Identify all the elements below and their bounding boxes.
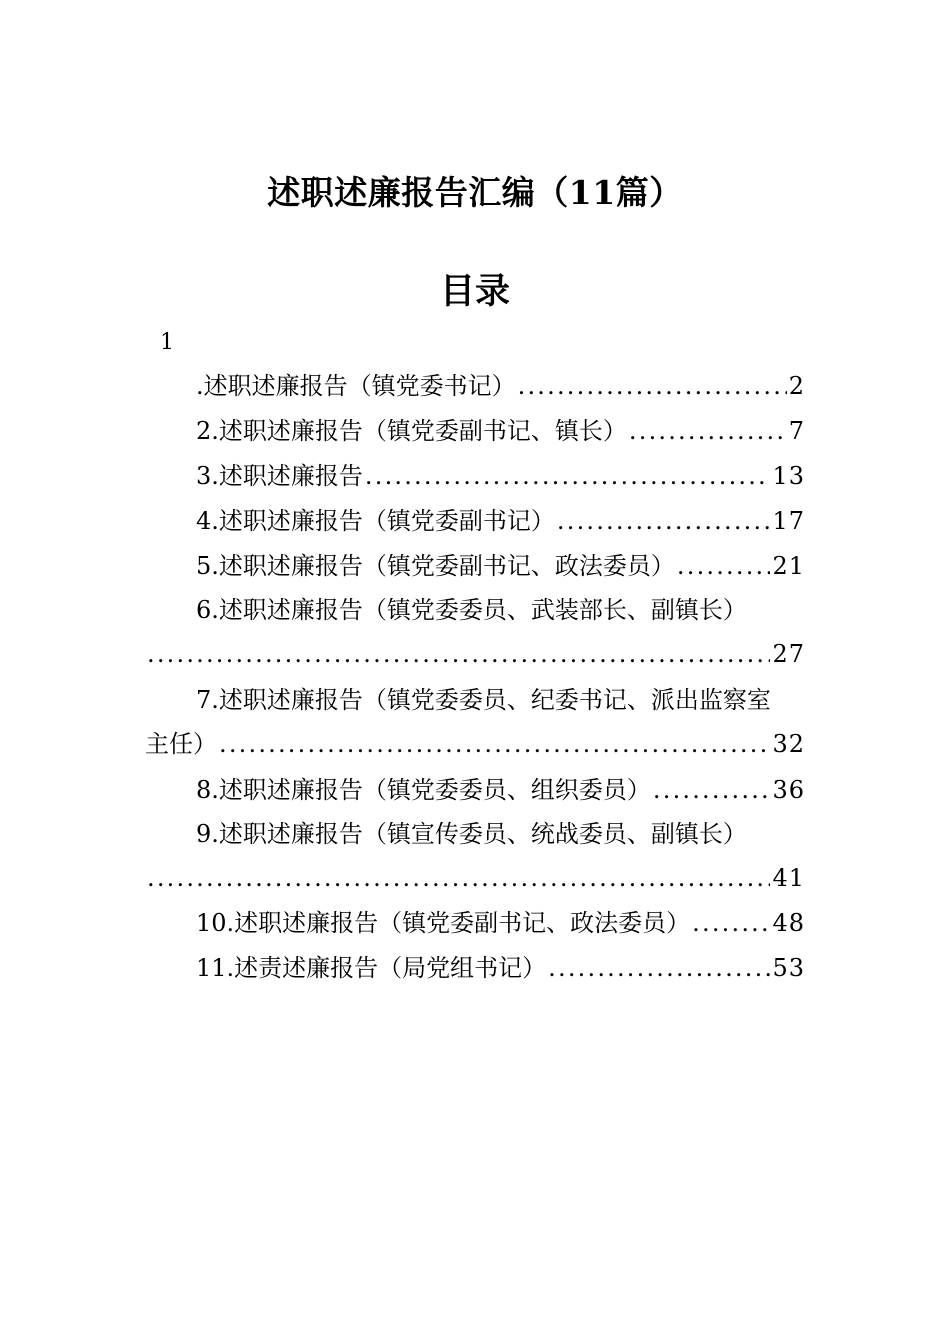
toc-leader-dots [653,768,771,812]
toc-leader-dots [677,544,771,588]
toc-entry-8[interactable] [145,768,805,812]
toc-leader-dots [557,499,771,543]
toc-entry-title: 5.述职述廉报告（镇党委副书记、政法委员） [196,552,675,580]
toc-page-number: 17 [772,507,805,535]
toc-page-number: 21 [772,552,805,580]
toc-heading: 目录 [439,271,510,312]
toc-page-number: 2 [788,372,805,400]
toc-entry-title: .述职述廉报告（镇党委书记） [196,372,516,400]
toc-page-number: 7 [788,417,805,445]
toc-entry-title-continued: 主任） [145,730,217,758]
toc-leader-dots [548,946,770,990]
toc-leader-dots [219,722,770,766]
toc-page-number: 27 [772,640,805,668]
toc-leader-dots [147,856,770,900]
toc-entry-4[interactable] [145,499,805,543]
toc-stray-number: 1 [160,330,174,355]
toc-entry-title: 3.述职述廉报告 [196,462,363,490]
toc-leader-dots [147,632,770,676]
toc-entry-title: 10.述职述廉报告（镇党委副书记、政法委员） [196,909,691,937]
toc-entry-title: 8.述职述廉报告（镇党委委员、组织委员） [196,776,651,804]
toc-entry-6[interactable] [145,588,805,676]
toc-entry-2[interactable] [145,409,805,453]
toc-page-number: 48 [772,909,805,937]
toc-entry-5[interactable] [145,544,805,588]
toc-page-number: 53 [772,954,805,982]
toc-entry-11[interactable] [145,946,805,990]
toc-page-number: 41 [772,864,805,892]
toc-entry-7[interactable] [145,678,805,766]
toc-leader-dots [518,364,787,408]
toc-page-number: 32 [772,730,805,758]
document-title: 述职述廉报告汇编（11篇） [267,173,683,212]
toc-page-number: 13 [772,462,805,490]
toc-entry-title: 6.述职述廉报告（镇党委委员、武装部长、副镇长） [196,596,747,624]
toc-entry-1[interactable] [145,364,805,408]
toc-leader-dots [692,901,770,945]
toc-entry-title: 11.述责述廉报告（局党组书记） [196,954,547,982]
toc-entry-title: 2.述职述廉报告（镇党委副书记、镇长） [196,417,627,445]
toc-page-number: 36 [772,776,805,804]
toc-entry-10[interactable] [145,901,805,945]
toc-entry-title: 9.述职述廉报告（镇宣传委员、统战委员、副镇长） [196,820,747,848]
toc-leader-dots [365,454,771,498]
toc-leader-dots [629,409,787,453]
toc-entry-9[interactable] [145,812,805,900]
toc-entry-title: 4.述职述廉报告（镇党委副书记） [196,507,555,535]
toc-entry-title: 7.述职述廉报告（镇党委委员、纪委书记、派出监察室 [196,686,771,714]
toc-entry-3[interactable] [145,454,805,498]
